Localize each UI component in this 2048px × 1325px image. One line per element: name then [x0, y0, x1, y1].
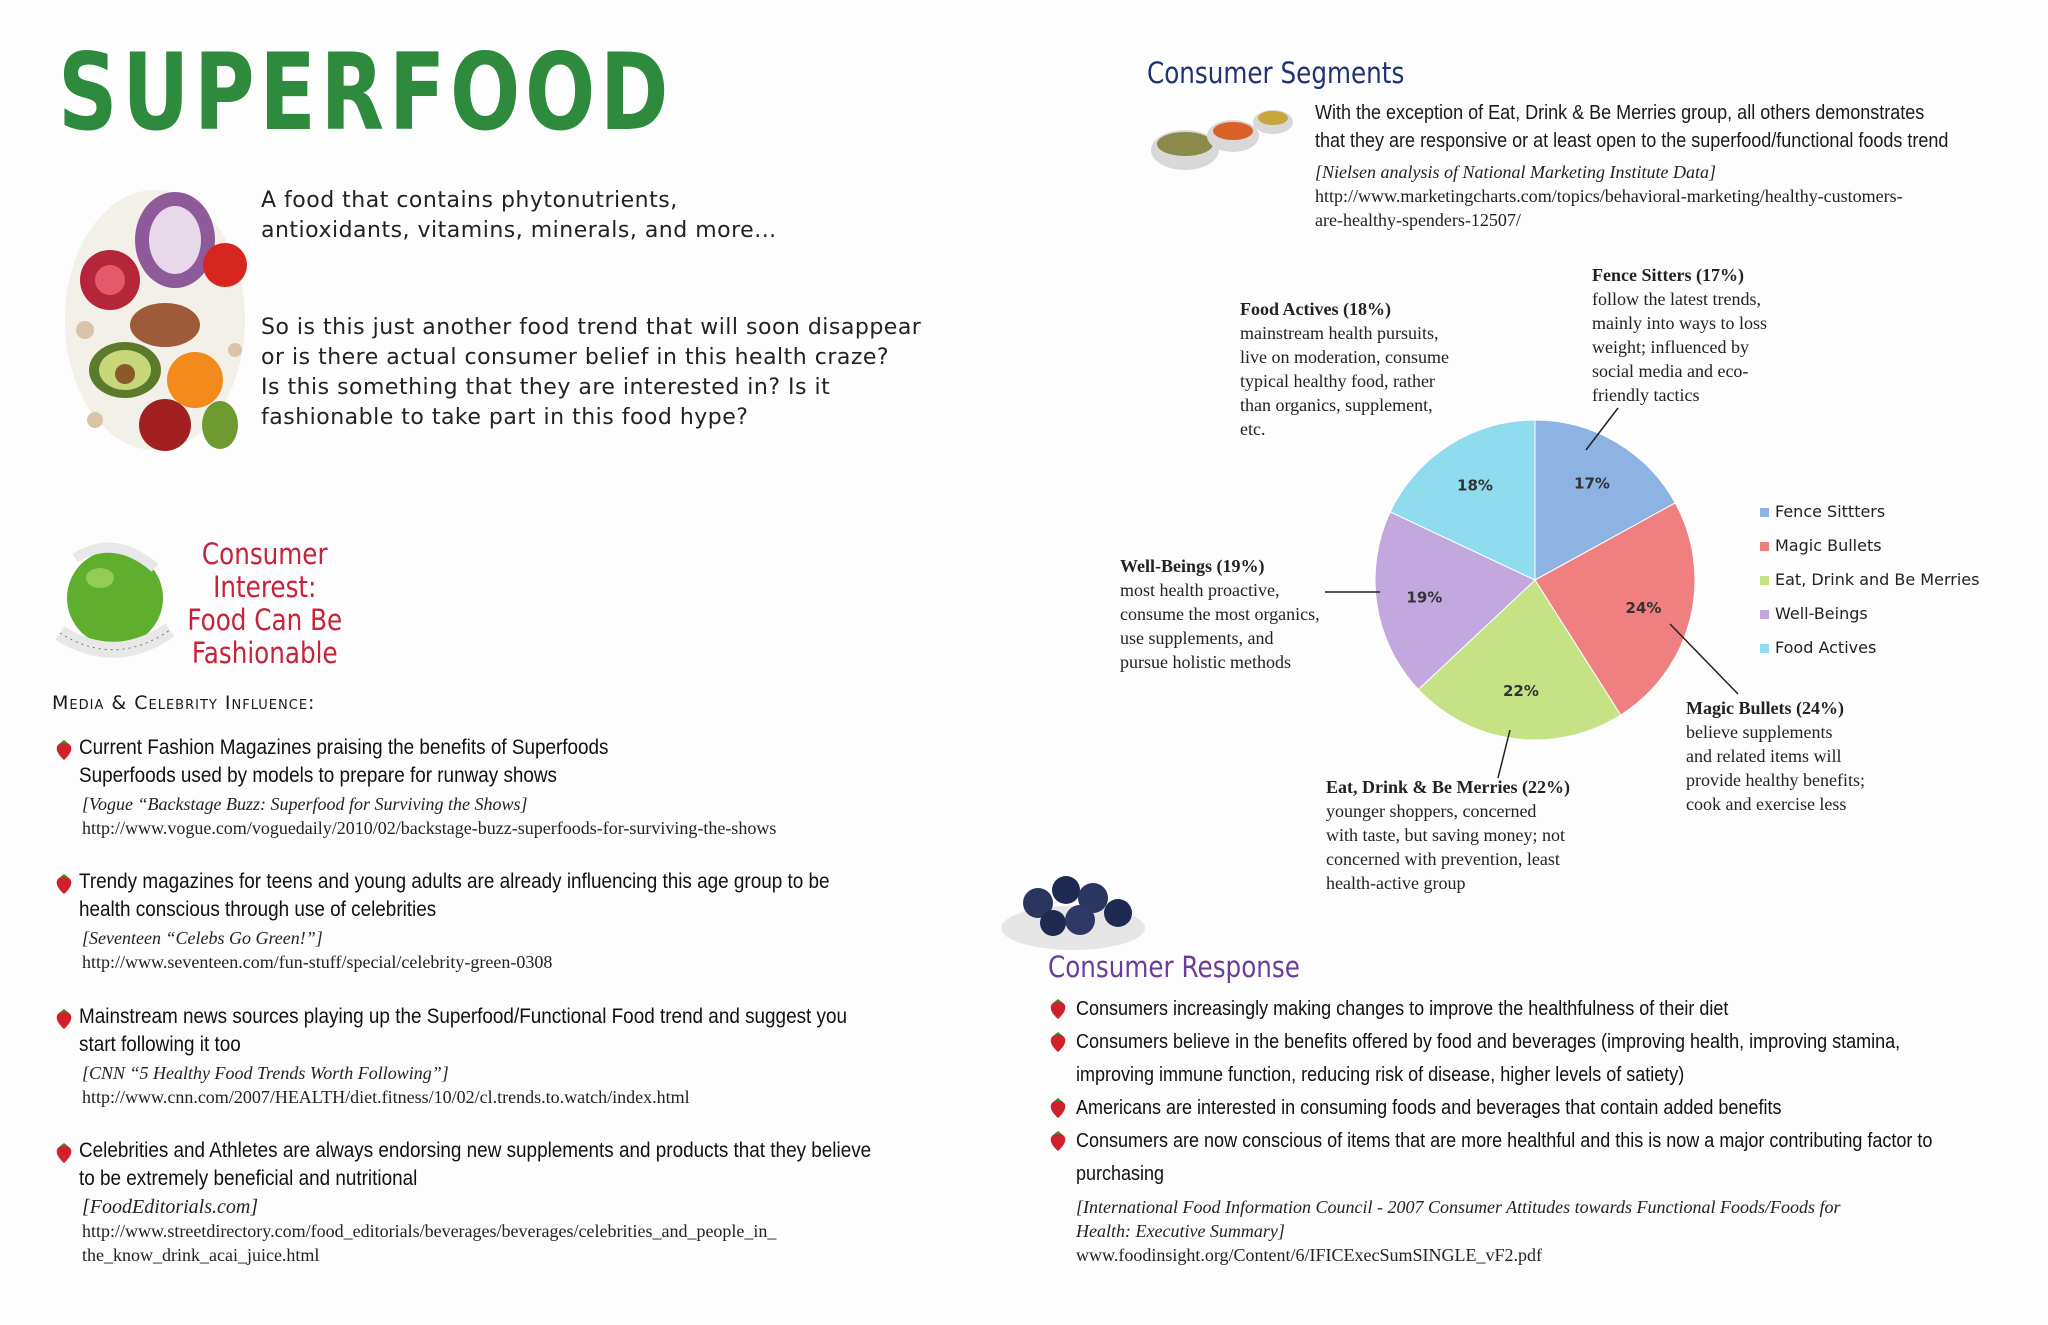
strawberry-icon	[1048, 1097, 1068, 1119]
question-text: So is this just another food trend that will soon disappear or is there actual consumer belief in this health craze? Is this something that they are interested in? Is it fashionable to take part in this food hype?	[261, 315, 922, 430]
pie-slice-label: 18%	[1457, 476, 1493, 495]
list-item-continuation: purchasing	[1076, 1163, 1165, 1185]
response-citation: [International Food Information Council - 2007 Consumer Attitudes towards Functional Foods/Foods for Health: Executive Summary]	[1076, 1197, 1841, 1241]
strawberry-icon	[1048, 998, 1068, 1020]
list-item: Consumers increasingly making changes to improve the healthfulness of their diet	[1048, 993, 2008, 1026]
pie-slice-label: 22%	[1503, 682, 1539, 701]
legend-item: Eat, Drink and Be Merries	[1760, 570, 1979, 590]
item-text: Mainstream news sources playing up the Superfood/Functional Food trend and suggest you	[79, 1005, 848, 1028]
item-text: Current Fashion Magazines praising the benefits of Superfoods	[79, 736, 609, 759]
item-citation: [Seventeen “Celebs Go Green!”]	[82, 928, 323, 948]
legend-item: Food Actives	[1760, 638, 1979, 658]
callout-food-actives: Food Actives (18%) mainstream health pursuits, live on moderation, consume typical healthy food, rather than organics, supplement, etc.	[1240, 299, 1449, 439]
consumer-response-title: Consumer Response	[1048, 950, 1300, 984]
item-url[interactable]: http://www.seventeen.com/fun-stuff/special/celebrity-green-0308	[82, 952, 553, 972]
item-text: Superfoods used by models to prepare for runway shows	[79, 764, 558, 787]
item-text: Celebrities and Athletes are always endorsing new supplements and products that they believe	[79, 1139, 872, 1162]
pie-slice-label: 17%	[1574, 474, 1610, 493]
consumer-interest-title: Consumer Interest: Food Can Be Fashionable	[187, 537, 343, 670]
strawberry-icon	[1048, 1130, 1068, 1152]
item-url[interactable]: the_know_drink_acai_juice.html	[82, 1245, 320, 1265]
legend-item: Fence Sittters	[1760, 502, 1979, 522]
item-citation: [CNN “5 Healthy Food Trends Worth Following”]	[82, 1063, 449, 1083]
item-url[interactable]: http://www.cnn.com/2007/HEALTH/diet.fitness/10/02/cl.trends.to.watch/index.html	[82, 1087, 690, 1107]
item-citation: [Vogue “Backstage Buzz: Superfood for Surviving the Shows]	[82, 794, 528, 814]
list-item: Consumers are now conscious of items that are more healthful and this is now a major contributing factor to	[1048, 1125, 2008, 1158]
leader-line-eat-drink	[1498, 730, 1510, 778]
segments-url[interactable]: http://www.marketingcharts.com/topics/behavioral-marketing/healthy-customers- are-healthy-spenders-12507/	[1315, 186, 1903, 230]
legend-item: Magic Bullets	[1760, 536, 1979, 556]
pie-slice-label: 24%	[1625, 598, 1662, 617]
media-celebrity-heading: Media & Celebrity Influence:	[52, 692, 316, 714]
item-text: to be extremely beneficial and nutritional	[79, 1167, 418, 1190]
blueberries-image	[998, 858, 1158, 958]
list-item-continuation: improving immune function, reducing risk of disease, higher levels of satiety)	[1076, 1064, 1685, 1086]
legend-item: Well-Beings	[1760, 604, 1979, 624]
item-text: Trendy magazines for teens and young adults are already influencing this age group to be	[79, 870, 830, 893]
segments-citation: [Nielsen analysis of National Marketing Institute Data]	[1315, 162, 1716, 182]
list-item: Americans are interested in consuming foods and beverages that contain added benefits	[1048, 1092, 2008, 1125]
response-url[interactable]: www.foodinsight.org/Content/6/IFICExecSumSINGLE_vF2.pdf	[1076, 1245, 1542, 1265]
segments-description: With the exception of Eat, Drink & Be Merries group, all others demonstrates that they are responsive or at least open to the superfood/functional foods trend	[1315, 102, 1949, 152]
leader-line-magic-bullets	[1670, 624, 1738, 694]
response-list	[1048, 993, 2008, 1267]
item-url[interactable]: http://www.vogue.com/voguedaily/2010/02/backstage-buzz-superfoods-for-surviving-the-shows	[82, 818, 777, 838]
page-title: SUPERFOOD	[58, 31, 674, 154]
callout-fence-sitters: Fence Sitters (17%) follow the latest trends, mainly into ways to loss weight; influenced by social media and eco- friendly tactics	[1592, 265, 1767, 405]
list-item: Consumers believe in the benefits offered by food and beverages (improving health, improving stamina,	[1048, 1026, 2008, 1059]
pie-slice-label: 19%	[1406, 588, 1443, 607]
item-text: start following it too	[79, 1033, 241, 1056]
item-text: health conscious through use of celebrities	[79, 898, 437, 921]
callout-well-beings: Well-Beings (19%) most health proactive, consume the most organics, use supplements, and pursue holistic methods	[1120, 556, 1320, 672]
item-url[interactable]: http://www.streetdirectory.com/food_editorials/beverages/beverages/celebrities_and_people_in_	[82, 1221, 777, 1241]
definition-text: A food that contains phytonutrients, antioxidants, vitamins, minerals, and more...	[261, 188, 777, 243]
callout-eat-drink-merries: Eat, Drink & Be Merries (22%) younger shoppers, concerned with taste, but saving money; not concerned with prevention, least health-active group	[1326, 777, 1570, 893]
item-citation: [FoodEditorials.com]	[82, 1196, 259, 1218]
callout-magic-bullets: Magic Bullets (24%) believe supplements and related items will provide healthy benefits; cook and exercise less	[1686, 698, 1865, 814]
consumer-segments-title: Consumer Segments	[1147, 56, 1405, 90]
leader-line-fence-sitters	[1586, 408, 1618, 450]
strawberry-icon	[1048, 1031, 1068, 1053]
